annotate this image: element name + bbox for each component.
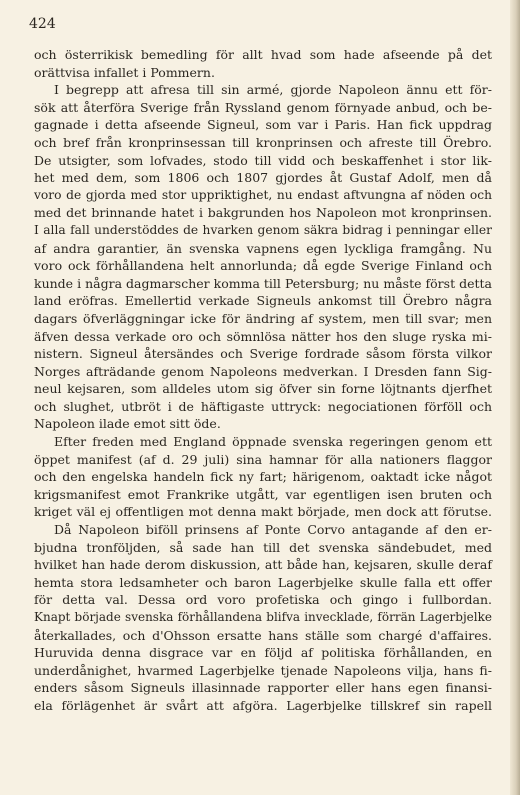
- text-line: Huruvida denna disgrace var en följd af politiska förhållanden, en: [34, 645, 492, 661]
- text-line: hemta stora ledsamheter och baron Lagerbjelke skulle falla ett offer: [34, 574, 492, 590]
- text-line: underdånighet, hvarmed Lagerbjelke tjenade Napoleons vilja, hans fi-: [34, 662, 492, 678]
- text-line: neul kejsaren, som alldeles utom sig öfver sin forne löjtnants djerfhet: [34, 381, 492, 397]
- text-line: I begrepp att afresa till sin armé, gjorde Napoleon ännu ett för-: [54, 82, 492, 98]
- text-line: voro de gjorda med stor uppriktighet, nu endast aftvungna af nöden och: [34, 187, 492, 202]
- text-line: kunde i några dagmarscher komma till Petersburg; nu måste först detta: [34, 275, 492, 291]
- page-number: 424: [29, 16, 56, 32]
- text-line: och slughet, utbröt i de häftigaste uttryck: negociationen förföll och: [34, 398, 492, 414]
- text-line: sök att återföra Sverige från Ryssland genom förnyade anbud, och be-: [34, 99, 492, 115]
- text-line: orättvisa infallet i Pommern.: [34, 64, 215, 80]
- text-line: med det brinnande hatet i bakgrunden hos Napoleon mot kronprinsen.: [34, 205, 492, 221]
- text-line: dagars öfverläggningar icke för ändring af system, men till svar; men: [34, 310, 492, 326]
- text-line: gagnade i detta afseende Signeul, som var i Paris. Han fick uppdrag: [34, 117, 492, 133]
- text-line: voro ock förhållandena helt annorlunda; då egde Sverige Finland och: [34, 258, 492, 274]
- text-line: för detta val. Dessa ord voro profetiska och gingo i fullbordan.: [34, 592, 492, 608]
- text-line: äfven dessa verkade oro och sömnlösa nätter hos den sluge ryska mi-: [34, 328, 492, 344]
- text-line: Då Napoleon biföll prinsens af Ponte Corvo antagande af den er-: [54, 522, 492, 538]
- body-text: [34, 46, 492, 715]
- text-line: Napoleon ilade emot sitt öde.: [34, 416, 221, 432]
- text-line: I alla fall understöddes de hvarken genom säkra bidrag i penningar eller: [34, 222, 492, 237]
- text-line: krigsmanifest emot Frankrike utgått, var egentligen isen bruten och: [34, 486, 492, 502]
- text-line: återkallades, och d'Ohsson ersatte hans ställe som chargé d'affaires.: [34, 627, 492, 643]
- text-line: Efter freden med England öppnade svenska regeringen genom ett: [54, 434, 492, 450]
- text-line: och bref från kronprinsessan till kronprinsen och afreste till Örebro.: [34, 134, 492, 150]
- text-line: nistern. Signeul återsändes och Sverige fordrade såsom första vilkor: [34, 346, 492, 362]
- text-line: och den engelska handeln fick ny fart; härigenom, oaktadt icke något: [34, 469, 492, 485]
- text-line: De utsigter, som lofvades, stodo till vidd och beskaffenhet i stor lik-: [34, 152, 492, 168]
- page-edge: [510, 0, 520, 795]
- text-line: öppet manifest (af d. 29 juli) sina hamnar för alla nationers flaggor: [34, 451, 492, 467]
- text-line: hvilket han hade derom diskussion, att både han, kejsaren, skulle deraf: [34, 557, 492, 573]
- text-line: land eröfras. Emellertid verkade Signeuls ankomst till Örebro några: [34, 293, 492, 309]
- text-line: enders såsom Signeuls illasinnade rapporter eller hans egen finansi-: [34, 680, 492, 696]
- text-line: bjudna tronföljden, så sade han till det svenska sändebudet, med: [34, 539, 492, 555]
- text-line: het med dem, som 1806 och 1807 gjordes åt Gustaf Adolf, men då: [34, 170, 492, 186]
- text-line: kriget väl ej offentligen mot denna makt började, men dock att förutse.: [34, 504, 492, 520]
- text-line: Norges afträdande genom Napoleons medverkan. I Dresden fann Sig-: [34, 363, 492, 379]
- text-line: ela förlägenhet är svårt att afgöra. Lagerbjelke tillskref sin rapell: [34, 697, 492, 713]
- text-line: och österrikisk bemedling för allt hvad som hade afseende på det: [34, 47, 492, 62]
- text-line: af andra garantier, än svenska vapnens egen lyckliga framgång. Nu: [34, 240, 492, 256]
- text-line: Knapt började svenska förhållandena blifva invecklade, förrän Lagerbjelke: [34, 610, 492, 624]
